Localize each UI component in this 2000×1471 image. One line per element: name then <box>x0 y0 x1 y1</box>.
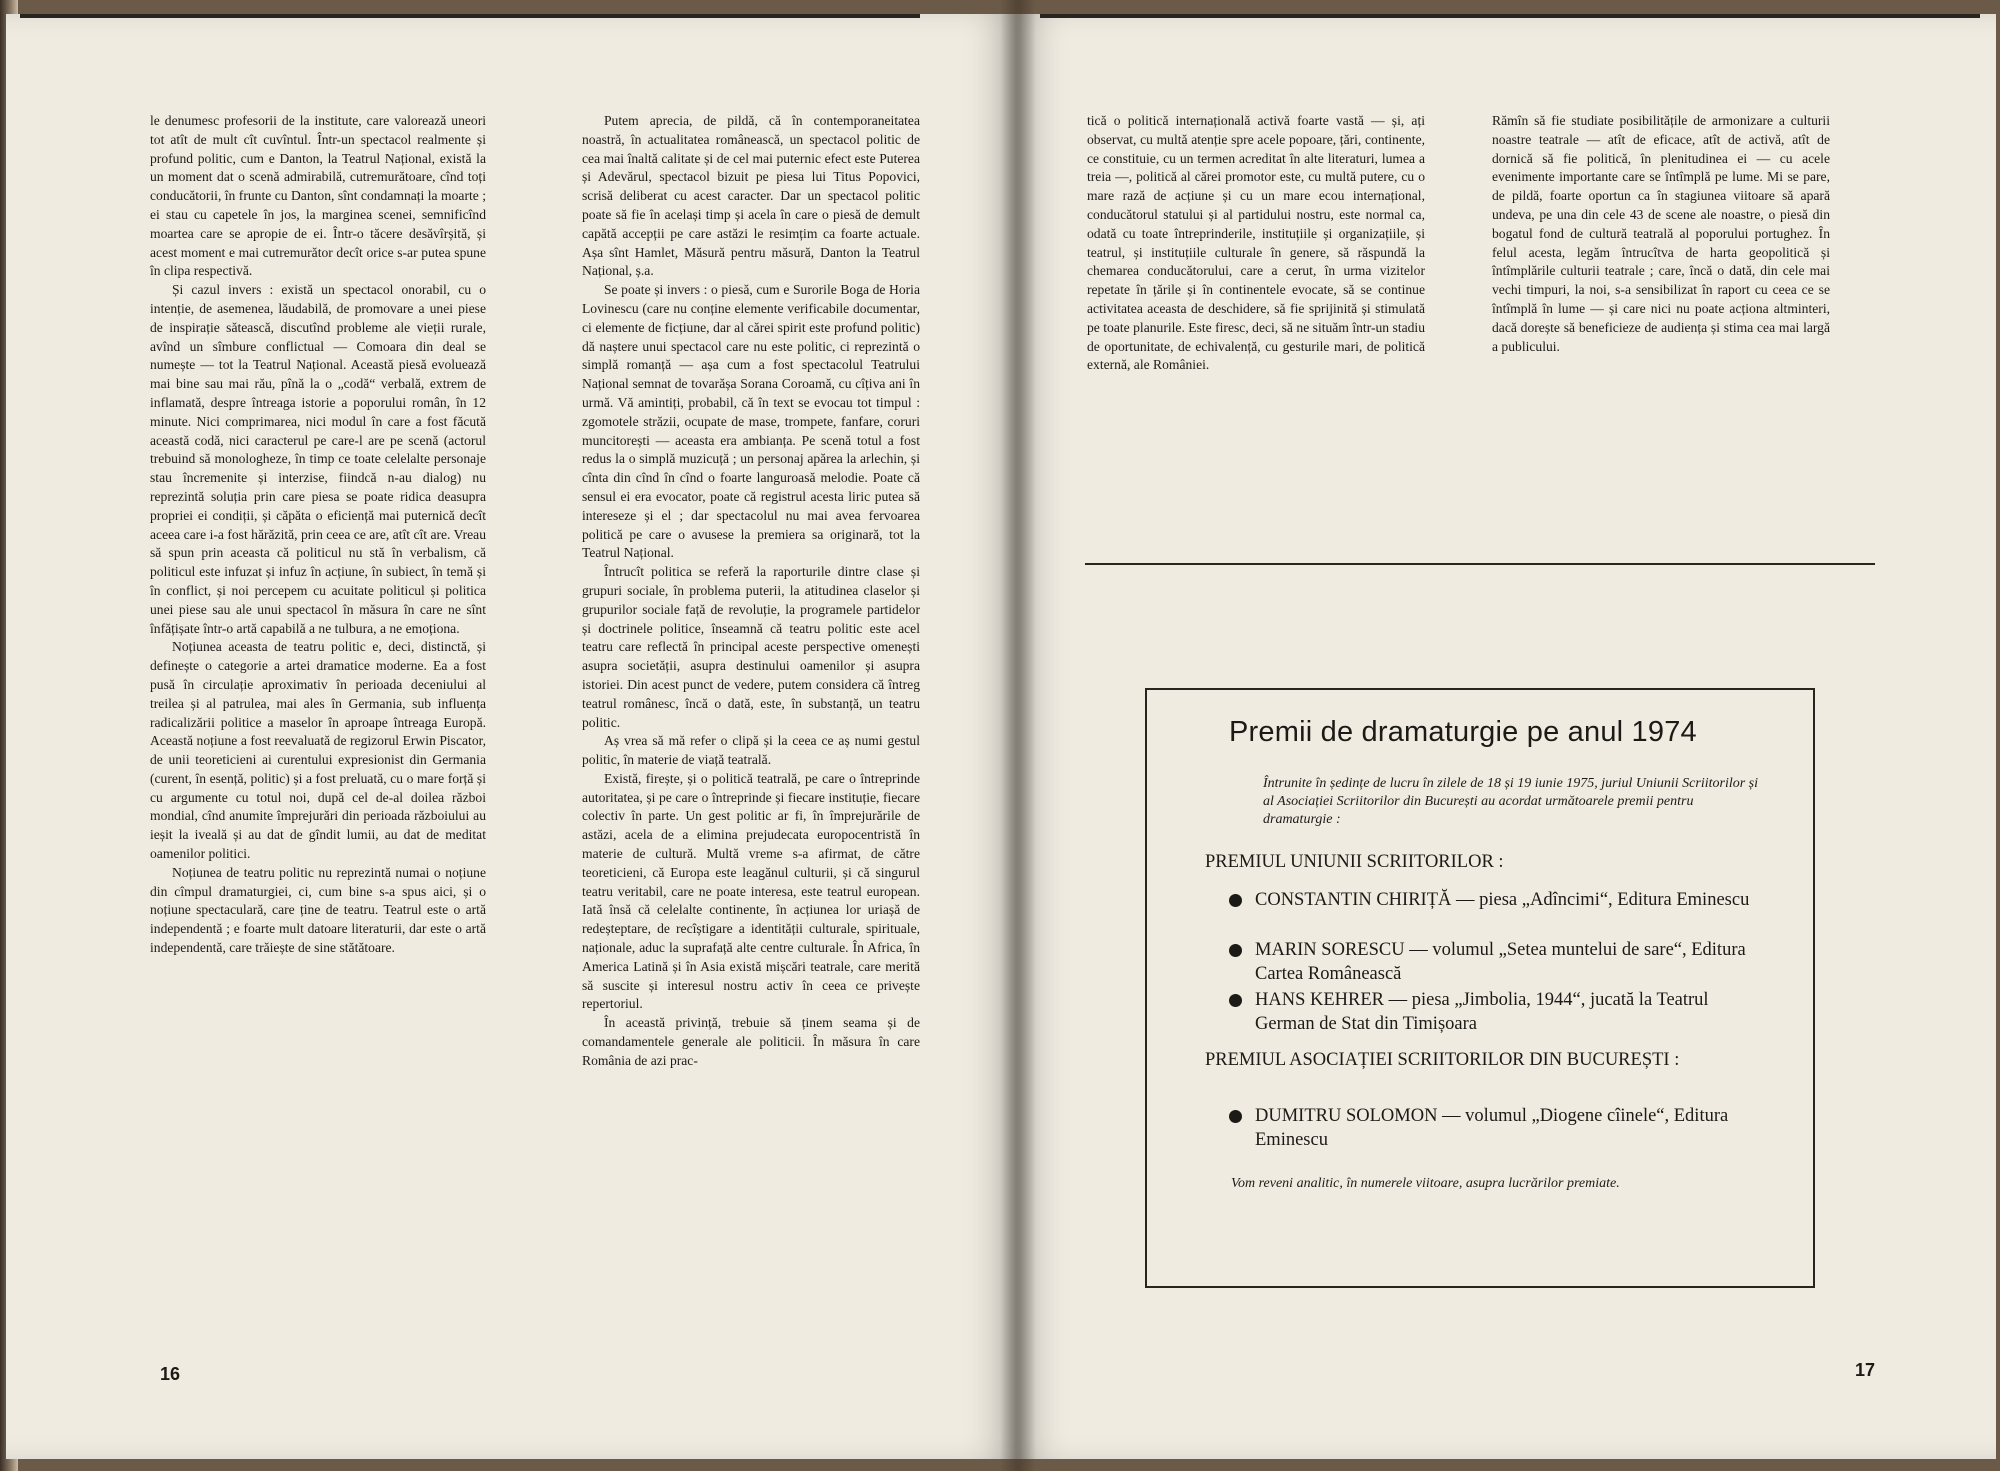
page-number-left: 16 <box>160 1364 181 1384</box>
box-title: Premii de dramaturgie pe anul 1974 <box>1229 716 1697 748</box>
prize-heading-association: PREMIUL ASOCIAȚIEI SCRIITORILOR DIN BUCUREȘTI : <box>1205 1050 1680 1070</box>
prize-item: CONSTANTIN CHIRIȚĂ — piesa „Adîncimi“, Editura Eminescu <box>1225 888 1755 912</box>
page-gutter <box>1000 0 1036 1471</box>
paragraph: În această privință, trebuie să ținem seama și de comandamentele generale ale politicii. În măsura în care România de azi prac- <box>582 1015 920 1068</box>
bullet-icon <box>1229 944 1242 957</box>
top-rule-left <box>20 14 920 18</box>
paragraph: Noțiunea de teatru politic nu reprezintă numai o noțiune din cîmpul dramaturgiei, ci, cum bine s-a spus aici, și o noțiune spectaculară, care ține de teatru. Teatrul este o artă independentă ; e foarte mult datoare literaturii, dar este o artă independentă, care trăiește de sine stătătoare. <box>150 864 486 956</box>
prize-heading-union: PREMIUL UNIUNII SCRIITORILOR : <box>1205 852 1504 872</box>
page-number-right: 17 <box>1855 1360 1876 1380</box>
paragraph: Putem aprecia, de pildă, că în contemporaneitatea noastră, în actualitatea românească, un spectacol politic de cea mai înaltă calitate și de cel mai puternic efect este Puterea și Adevărul, spectacol bizuit pe piesa lui Titus Popovici, scrisă deliberat cu acest caracter. Dar un spectacol politic poate să fie în același timp și acela în care o piesă de demult capătă accepții pe care astăzi le resimțim ca foarte actuale. Așa sînt Hamlet, Măsură pentru măsură, Danton la Teatrul Național, ș.a. <box>582 113 920 279</box>
section-divider <box>1085 563 1875 565</box>
paragraph: Și cazul invers : există un spectacol onorabil, cu o intenție, de asemenea, lăudabilă, de promovare a unei piese de inspirație sătească, discutînd probleme ale vieții rurale, avînd un sîmbure conflictual — Comoara din deal se numește — tot la Teatrul Național. Această piesă evoluează mai bine sau mai rău, pînă la o „codă“ verbală, extrem de inflamată, despre întreaga istorie a poporului român, în 12 minute. Nici comprimarea, nici modul în care a fost făcută această codă, nici caracterul pe care-l are pe scenă (actorul trebuind să monologheze, în timp ce toate celelalte personaje stau încremenite și interzise, fiindcă n-au dialog) nu reprezintă soluția prin care piesa se poate ridica deasupra propriei ei condiții, și căpăta o eficiență mai puternică decît aceea care i-a fost hărăzită, prin ceea ce are, atît cît are. Vreau să spun prin aceasta că politicul nu stă în verbalism, că politicul este infuzat și infuz în acțiune, în subiect, în temă și în conflict, și noi percepem cu acuitate politicul și politica unei piese sau ale unui spectacol în măsura în care ne sînt înfățișate într-o artă capabilă a ne tulbura, a ne emoționa. <box>150 282 486 636</box>
top-rule-right <box>1040 14 1980 18</box>
paragraph: tică o politică internațională activă foarte vastă — și, ați observat, cu multă atenție spre acele popoare, țări, continente, ce constituie, cu un termen acreditat în alte literaturi, lumea a treia —, politică al cărei promotor este, cu multă putere, cu o mare rază de acțiune și cu un mare ecou internațional, conducătorul statului și al partidului nostru, este normal ca, odată cu toate întreprinderile, instituțiile și organizațiile, și teatrul, și instituțiile culturale în genere, să răspundă la chemarea conducătorului, care a cerut, în urma vizitelor repetate în țările și în continentele evocate, să se continue activitatea aceasta de deschidere, să fie sprijinită și stimulată pe toate planurile. Este firesc, deci, să ne situăm într-un stadiu de oportunitate, de echivalență, cu gesturile mari, de politică externă, ale României. <box>1087 113 1425 373</box>
left-column-2 <box>582 112 920 1071</box>
prize-item: DUMITRU SOLOMON — volumul „Diogene cîinele“, Editura Eminescu <box>1225 1104 1755 1152</box>
right-column-2 <box>1492 112 1830 356</box>
prize-announcement-box <box>1145 688 1815 1288</box>
bullet-icon <box>1229 1110 1242 1123</box>
paragraph: Întrucît politica se referă la raporturile dintre clase și grupuri sociale, în problema puterii, la atitudinea claselor și grupurilor sociale față de revoluție, la programele partidelor și doctrinele politice, înseamnă că teatru politic este acel teatru care reflectă în principal aceste perspective omenești asupra societății, asupra destinului oamenilor și asupra istoriei. Din acest punct de vedere, putem considera că întreg teatrul românesc, încă o dată, este, în substanță, un teatru politic. <box>582 564 920 730</box>
bullet-icon <box>1229 894 1242 907</box>
paragraph: Există, firește, și o politică teatrală, pe care o întreprinde autoritatea, și pe care o întreprinde și fiecare instituție, fiecare colectiv în parte. Un gest politic ar fi, în împrejurările de astăzi, acela de a elimina prejudecata europocentristă în materie de cultură. Multă vreme s-a afirmat, de către teoreticieni, că Europa este leagănul culturii, și că singurul teatru veritabil, care ne poate interesa, este teatrul european. Iată însă că celelalte continente, în acțiunea lor uriașă de redeșteptare, de recîștigare a identității culturale, spirituale, naționale, aduc la suprafață alte centre culturale. În Africa, în America Latină și în Asia există mișcări teatrale, care merită să suscite și interesul nostru activ în ceea ce privește repertoriul. <box>582 770 920 1012</box>
paragraph: Noțiunea aceasta de teatru politic e, deci, distinctă, și definește o categorie a artei dramatice moderne. Ea a fost pusă în circulație aproximativ în perioada deceniului al treilea și al patrulea, mai ales în Germania, sub influența radicalizării politice a maselor în aproape întreaga Europă. Această noțiune a fost reevaluată de regizorul Erwin Piscator, de unii teoreticieni ai curentului expresionist din Germania (curent, în esență, politic) și a fost preluată, cu o mare forță și cu argumente cu totul noi, după cel de-al doilea război mondial, cînd anumite împrejurări din perioada războiului au ieșit la iveală și au dat de gîndit lumii, au dat de meditat oamenilor politici. <box>150 639 486 862</box>
paragraph: le denumesc profesorii de la institute, care valorează uneori tot atît de mult cît cuvîntul. Într-un spectacol realmente și profund politic, cum e Danton, la Teatrul Național, există la un moment dat o scenă admirabilă, cutremurătoare, cînd toți conducătorii, în frunte cu Danton, sînt condamnați la moarte ; ei stau cu capetele în jos, la marginea scenei, semnificînd moartea care se apropie de ei. Într-o tăcere desăvîrșită, și acest moment e mai cutremurător decît orice s-ar putea spune în clipa respectivă. <box>150 113 486 279</box>
box-outro: Vom reveni analitic, în numerele viitoare, asupra lucrărilor premiate. <box>1231 1176 1620 1191</box>
left-column-1 <box>150 112 486 958</box>
paragraph: Aș vrea să mă refer o clipă și la ceea ce aș numi gestul politic, în materie de viață teatrală. <box>582 733 920 768</box>
prize-item: HANS KEHRER — piesa „Jimbolia, 1944“, jucată la Teatrul German de Stat din Timișoara <box>1225 988 1755 1036</box>
prize-item: MARIN SORESCU — volumul „Setea muntelui de sare“, Editura Cartea Românească <box>1225 938 1755 986</box>
box-intro: Întrunite în ședințe de lucru în zilele de 18 și 19 iunie 1975, juriul Uniunii Scriitorilor și al Asociației Scriitorilor din București au acordat următoarele premii pentru dramaturgie : <box>1263 776 1759 827</box>
paragraph: Rămîn să fie studiate posibilitățile de armonizare a culturii noastre teatrale — atît de eficace, atît de activă, atît de dornică să fie politică, în plenitudinea ei — cu acele evenimente importante care se întîmplă pe lume. Mi se pare, de pildă, foarte oportun ca în stagiunea viitoare să apară undeva, pe una din cele 43 de scene ale noastre, o piesă din bogatul fond de cultură teatrală al poporului portughez. În felul acesta, legăm întrucîtva de harta geopolitică și întîmplările culturii teatrale ; care, încă o dată, din cele mai vechi timpuri, la noi, s-a sensibilizat în raport cu ceea ce se întîmplă în lume — și care nici nu poate acționa altminteri, dacă dorește să beneficieze de audiența și stima cea mai largă a publicului. <box>1492 113 1830 354</box>
right-column-1 <box>1087 112 1425 375</box>
paragraph: Se poate și invers : o piesă, cum e Surorile Boga de Horia Lovinescu (care nu conține elemente verificabile documentar, ci elemente de ficțiune, dar al cărei spirit este profund politic) dă naștere unui spectacol care nu este politic, ci reprezintă o simplă romanță — așa cum a fost spectacolul Teatrului Național semnat de tovarășa Sorana Coroamă, cu cîțiva ani în urmă. Vă amintiți, probabil, că în text se evocau tot timpul : zgomotele străzii, ocupate de mase, trompete, fanfare, coruri muncitorești — aceasta era ambianța. Pe scenă totul a fost redus la o simplă muzicuță ; un personaj apărea la arlechin, și cînta din cînd în cînd o foarte languroasă melodie. Poate că sensul ei era evocator, poate că registrul acesta liric putea să intereseze și el ; dar spectacolul nu mai avea fervoarea politică pe care o avusese la premiera sa originară, tot la Teatrul Național. <box>582 282 920 561</box>
bullet-icon <box>1229 994 1242 1007</box>
